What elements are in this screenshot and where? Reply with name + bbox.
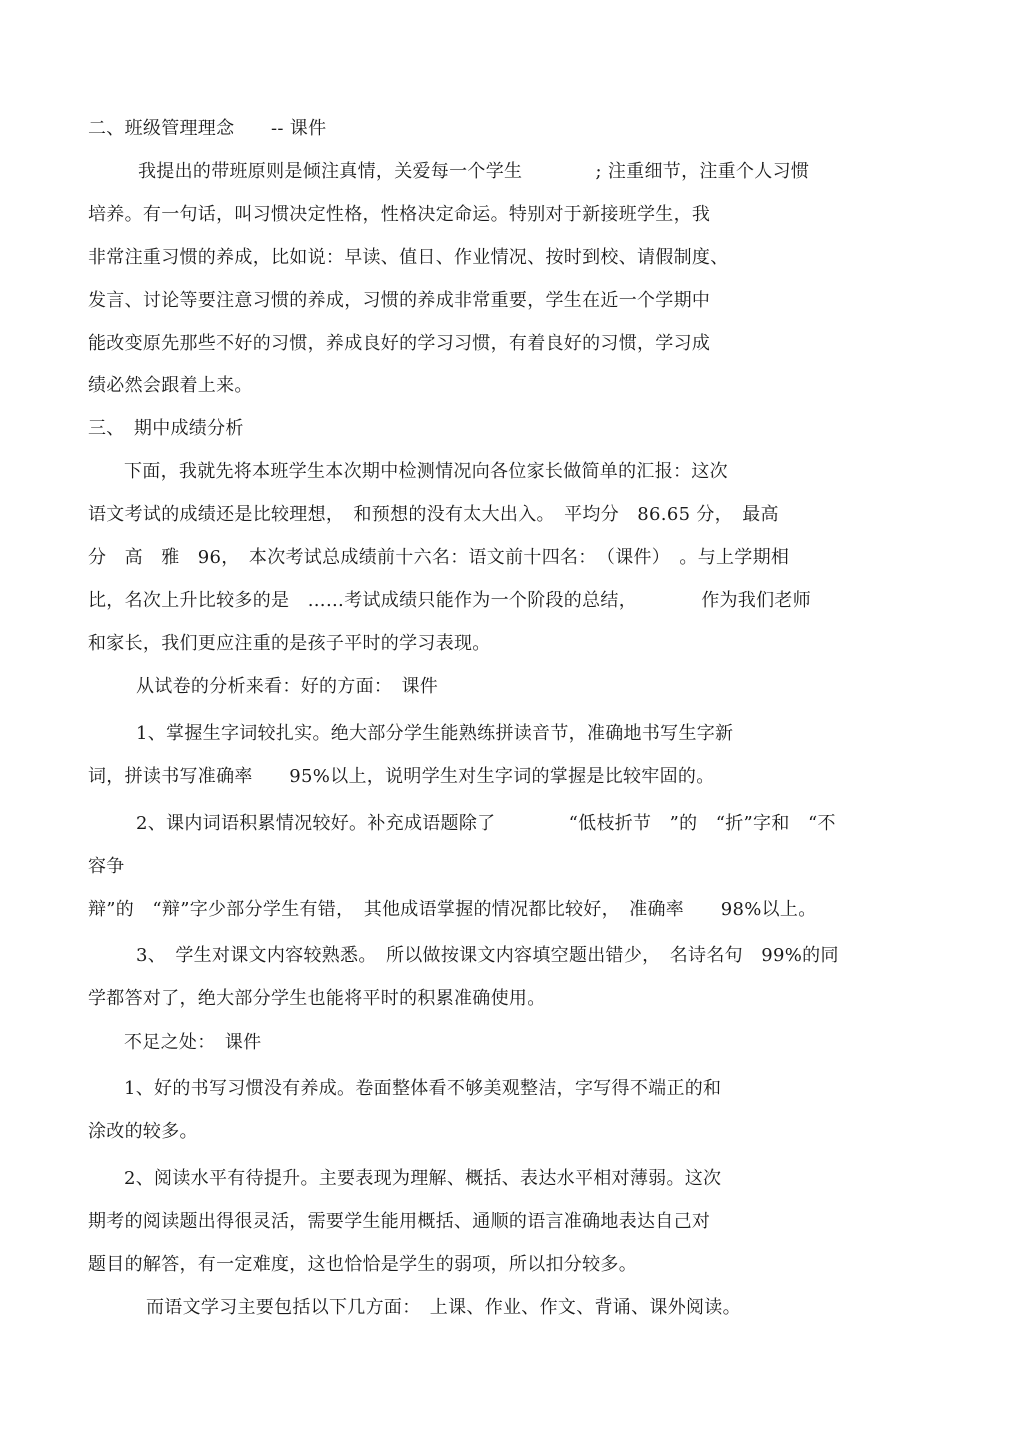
paragraph-line: 非常注重习惯的养成，比如说：早读、值日、作业情况、按时到校、请假制度、 [88, 247, 729, 268]
list-item-line: 1、掌握生字词较扎实。绝大部分学生能熟练拼读音节，准确地书写生字新 [136, 723, 734, 744]
list-item-line: 题目的解答，有一定难度，这也恰恰是学生的弱项，所以扣分较多。 [88, 1254, 637, 1275]
list-item-line: 学都答对了，绝大部分学生也能将平时的积累准确使用。 [88, 988, 546, 1009]
paragraph-line: 我提出的带班原则是倾注真情，关爱每一个学生 ; 注重细节，注重个人习惯 [138, 161, 810, 182]
paragraph-line: 绩必然会跟着上来。 [88, 375, 253, 396]
list-item-line: 容争 [88, 856, 125, 877]
paragraph-line: 而语文学习主要包括以下几方面： 上课、作业、作文、背诵、课外阅读。 [146, 1297, 741, 1318]
list-item-line: 2、课内词语积累情况较好。补充成语题除了 “低枝折节 ”的 “折”字和 “不 [136, 813, 836, 834]
list-item-line: 涂改的较多。 [88, 1121, 198, 1142]
section-heading: 三、 期中成绩分析 [88, 418, 244, 439]
list-item-line: 辩”的 “辩”字少部分学生有错， 其他成语掌握的情况都比较好， 准确率 98%以上。 [88, 899, 817, 920]
paragraph-line: 培养。有一句话，叫习惯决定性格，性格决定命运。特别对于新接班学生，我 [88, 204, 711, 225]
paragraph-line: 从试卷的分析来看：好的方面： 课件 [136, 676, 439, 697]
section-heading: 二、班级管理理念 -- 课件 [88, 118, 327, 139]
list-item-line: 2、阅读水平有待提升。主要表现为理解、概括、表达水平相对薄弱。这次 [124, 1168, 722, 1189]
paragraph-line: 语文考试的成绩还是比较理想， 和预想的没有太大出入。 平均分 86.65 分， 最高 [88, 504, 779, 525]
list-item-line: 3、 学生对课文内容较熟悉。 所以做按课文内容填空题出错少， 名诗名句 99%的同 [136, 945, 839, 966]
paragraph-line: 和家长，我们更应注重的是孩子平时的学习表现。 [88, 633, 491, 654]
list-item-line: 词，拼读书写准确率 95%以上，说明学生对生字词的掌握是比较牢固的。 [88, 766, 715, 787]
list-item-line: 1、好的书写习惯没有养成。卷面整体看不够美观整洁，字写得不端正的和 [124, 1078, 722, 1099]
paragraph-line: 下面，我就先将本班学生本次期中检测情况向各位家长做简单的汇报：这次 [124, 461, 728, 482]
paragraph-line: 发言、讨论等要注意习惯的养成，习惯的养成非常重要，学生在近一个学期中 [88, 290, 711, 311]
list-item-line: 期考的阅读题出得很灵活，需要学生能用概括、通顺的语言准确地表达自己对 [88, 1211, 711, 1232]
paragraph-line: 比，名次上升比较多的是 ……考试成绩只能作为一个阶段的总结， 作为我们老师 [88, 590, 811, 611]
paragraph-line: 能改变原先那些不好的习惯，养成良好的学习习惯，有着良好的习惯，学习成 [88, 333, 711, 354]
paragraph-line: 不足之处： 课件 [124, 1032, 262, 1053]
paragraph-line: 分 高 雅 96， 本次考试总成绩前十六名：语文前十四名： （课件） 。与上学期相 [88, 547, 790, 568]
